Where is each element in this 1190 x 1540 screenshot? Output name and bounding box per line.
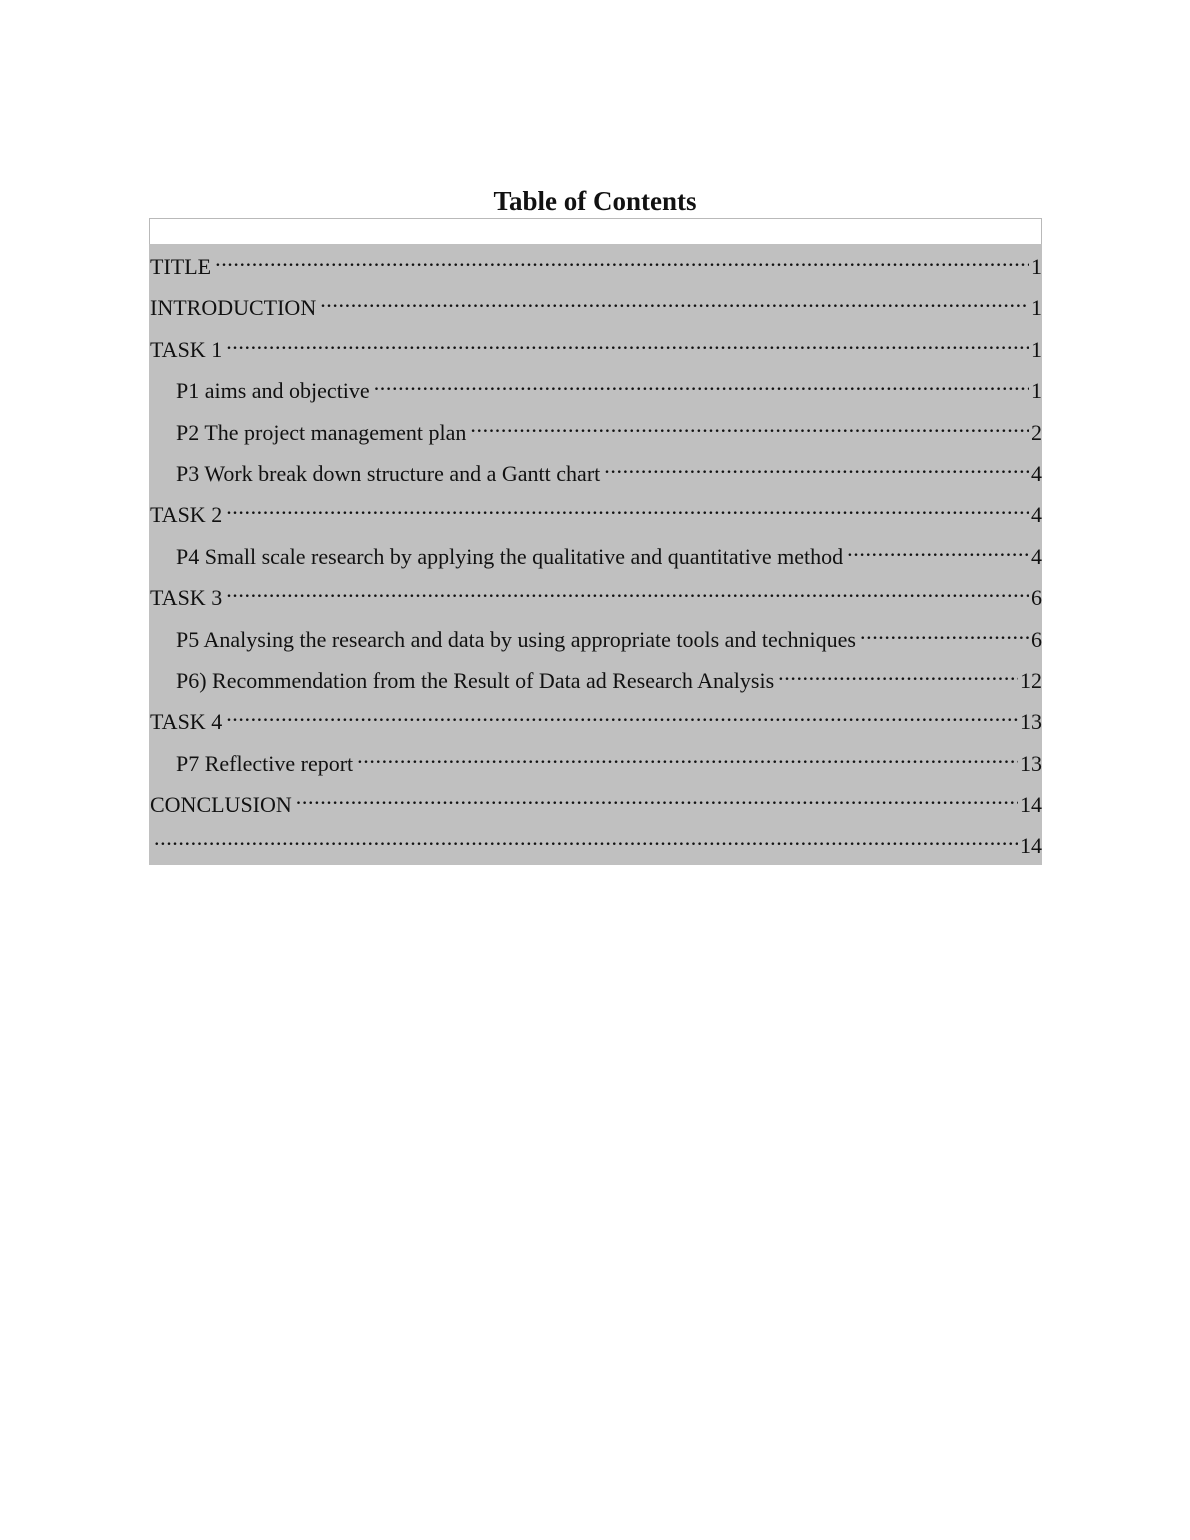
toc-dot-leader xyxy=(374,368,1029,398)
toc-dot-leader xyxy=(860,617,1029,647)
toc-entry-page-number: 6 xyxy=(1031,626,1042,652)
toc-entry[interactable] xyxy=(149,575,1042,616)
toc-entry-label: TASK 1 xyxy=(150,336,223,362)
toc-entry-page-number: 1 xyxy=(1031,336,1042,362)
toc-entry[interactable] xyxy=(149,410,1042,451)
toc-entry[interactable] xyxy=(149,617,1042,658)
toc-entry-label: TITLE xyxy=(150,254,212,279)
toc-entry-page-number: 6 xyxy=(1031,585,1042,611)
toc-entry[interactable] xyxy=(149,823,1042,864)
toc-entry-page-number: 1 xyxy=(1031,295,1042,321)
toc-entry[interactable] xyxy=(149,285,1042,326)
toc-dot-leader xyxy=(778,658,1018,688)
toc-entry-page-number: 4 xyxy=(1031,460,1042,486)
toc-entry[interactable] xyxy=(149,782,1042,823)
toc-entry-page-number: 4 xyxy=(1031,543,1042,569)
toc-dot-leader xyxy=(470,410,1029,440)
toc-entry-label: P4 Small scale research by applying the qualitative and quantitative method xyxy=(176,543,844,569)
toc-dot-leader xyxy=(296,782,1018,812)
toc-dot-leader xyxy=(226,492,1029,522)
toc-entry[interactable] xyxy=(149,368,1042,409)
toc-dot-leader xyxy=(604,451,1029,481)
toc-entry-page-number: 1 xyxy=(1031,378,1042,404)
toc-entry-label: P6) Recommendation from the Result of Data ad Research Analysis xyxy=(176,667,775,693)
toc-entry-page-number: 1 xyxy=(1031,254,1042,279)
toc-dot-leader xyxy=(226,327,1029,357)
toc-dot-leader xyxy=(226,575,1029,605)
toc-entry-label: TASK 4 xyxy=(150,709,223,735)
toc-entry[interactable] xyxy=(149,327,1042,368)
toc-dot-leader xyxy=(154,823,1018,853)
toc-entry-label: P3 Work break down structure and a Gantt chart xyxy=(176,460,601,486)
toc-entry-label: TASK 2 xyxy=(150,502,223,528)
toc-entry[interactable] xyxy=(149,492,1042,533)
toc-entry-label: TASK 3 xyxy=(150,585,223,611)
toc-entry-page-number: 12 xyxy=(1020,667,1042,693)
toc-entry-page-number: 13 xyxy=(1020,709,1042,735)
toc-entry-page-number: 14 xyxy=(1020,833,1042,859)
toc-dot-leader xyxy=(847,534,1029,564)
toc-dot-leader xyxy=(215,244,1029,274)
toc-entry[interactable] xyxy=(149,658,1042,699)
toc-entry-page-number: 4 xyxy=(1031,502,1042,528)
toc-entry-label: CONCLUSION xyxy=(150,792,292,818)
toc-entry-page-number: 2 xyxy=(1031,419,1042,445)
toc-entry-page-number: 13 xyxy=(1020,750,1042,776)
toc-entry-page-number: 14 xyxy=(1020,792,1042,818)
toc-header-field xyxy=(149,218,1042,244)
toc-entry-label: P5 Analysing the research and data by using appropriate tools and techniques xyxy=(176,626,856,652)
toc-entry-label: P7 Reflective report xyxy=(176,750,354,776)
toc-list xyxy=(149,244,1042,865)
toc-entry-label: INTRODUCTION xyxy=(150,295,317,321)
toc-dot-leader xyxy=(226,699,1018,729)
toc-entry-label: P1 aims and objective xyxy=(176,378,370,404)
toc-title: Table of Contents xyxy=(493,186,697,216)
toc-entry[interactable] xyxy=(149,534,1042,575)
toc-entry[interactable] xyxy=(149,741,1042,782)
toc-container xyxy=(149,218,1042,865)
toc-entry[interactable] xyxy=(149,244,1042,285)
toc-dot-leader xyxy=(357,741,1018,771)
toc-entry[interactable] xyxy=(149,451,1042,492)
toc-entry[interactable] xyxy=(149,699,1042,740)
toc-dot-leader xyxy=(320,285,1029,315)
toc-entry-label: P2 The project management plan xyxy=(176,419,467,445)
